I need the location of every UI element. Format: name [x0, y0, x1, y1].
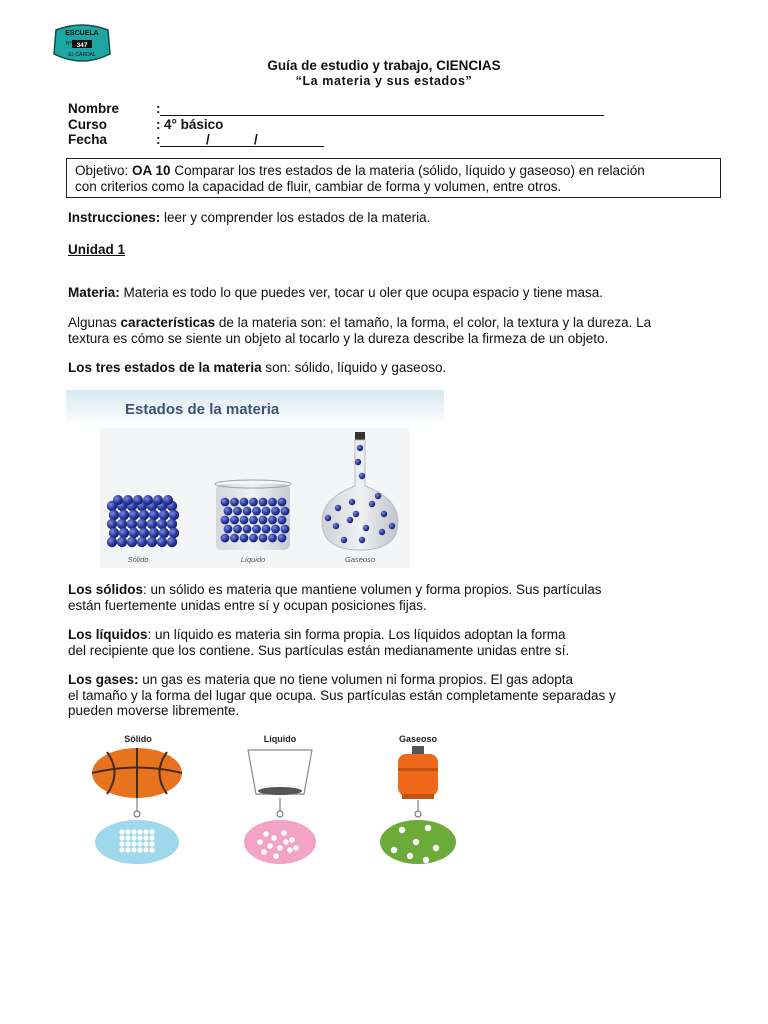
nombre-line[interactable]	[160, 115, 604, 116]
liquid-dot	[287, 847, 293, 853]
figure-label-liquid: Líquido	[240, 555, 266, 564]
liquid-particle	[230, 498, 239, 507]
solid-particle	[133, 495, 143, 505]
liquid-dot	[263, 831, 269, 837]
liquidos-bold: Los líquidos	[68, 627, 148, 642]
example-label-liquid: Líquido	[263, 734, 297, 744]
liquid-dot	[277, 845, 283, 851]
solid-dot	[119, 835, 124, 840]
gases-text: el tamaño y la forma del lugar que ocupa. Sus partículas están completamente separadas y	[68, 687, 616, 703]
solid-dot	[143, 841, 148, 846]
fecha-slash: /	[206, 132, 210, 147]
solid-particle	[163, 495, 173, 505]
solid-particle-model	[95, 820, 179, 864]
liquid-dot	[271, 835, 277, 841]
liquid-dot	[273, 853, 279, 859]
liquid-particle	[224, 525, 233, 534]
solid-dot	[125, 841, 130, 846]
gas-dot	[391, 847, 397, 853]
caracteristicas-bold: características	[120, 315, 216, 330]
liquid-particle	[249, 534, 258, 543]
liquid-particle	[240, 516, 249, 525]
gases-text: un gas es materia que no tiene volumen ni forma propios. El gas adopta	[138, 672, 574, 687]
solid-particle	[157, 537, 167, 547]
objective-code: OA 10	[132, 163, 171, 178]
solid-particle	[169, 528, 179, 538]
solidos-bold: Los sólidos	[68, 582, 144, 597]
gas-particle	[325, 515, 331, 521]
solid-particle	[137, 519, 147, 529]
logo-text: ESCUELA	[65, 30, 99, 37]
objective-box	[66, 158, 721, 198]
solid-particle	[139, 510, 149, 520]
logo-text: N°	[66, 41, 72, 47]
gas-particle	[347, 517, 353, 523]
solid-particle	[107, 537, 117, 547]
solid-dot	[131, 829, 136, 834]
solid-particle	[117, 519, 127, 529]
liquid-particle	[243, 525, 252, 534]
water-glass-icon	[248, 750, 312, 795]
gas-particle	[335, 505, 341, 511]
liquid-particle	[240, 498, 249, 507]
solid-dot	[137, 841, 142, 846]
tres-estados-paragraph	[68, 360, 728, 376]
solid-particle	[113, 495, 123, 505]
solid-particle	[109, 528, 119, 538]
gas-dot	[399, 827, 405, 833]
solidos-text: : un sólido es materia que mantiene volumen y forma propios. Sus partículas	[143, 582, 602, 597]
solid-dot	[143, 847, 148, 852]
solid-dot	[119, 847, 124, 852]
gas-dot	[425, 825, 431, 831]
solid-particle	[119, 528, 129, 538]
instructions-label: Instrucciones:	[68, 210, 161, 225]
solid-dot	[137, 847, 142, 852]
gas-dot	[413, 839, 419, 845]
figure-label-solid: Sólido	[127, 555, 149, 564]
gas-tank-icon	[398, 746, 438, 799]
liquid-particle	[243, 507, 252, 516]
solid-particle	[157, 519, 167, 529]
solid-dot	[149, 829, 154, 834]
tres-estados-bold: Los tres estados de la materia	[68, 360, 262, 375]
objective-text: Comparar los tres estados de la materia (sólido, líquido y gaseoso) en relación	[170, 163, 645, 178]
figure-title: Estados de la materia	[125, 401, 280, 418]
gas-particle	[363, 525, 369, 531]
solid-particle	[167, 519, 177, 529]
liquid-particle	[233, 525, 242, 534]
gas-particle	[381, 511, 387, 517]
liquid-beaker	[215, 480, 291, 550]
liquid-dot	[293, 845, 299, 851]
materia-paragraph	[68, 285, 728, 301]
gas-dot	[407, 853, 413, 859]
liquid-particle	[240, 534, 249, 543]
solid-particle	[129, 510, 139, 520]
liquid-particle	[268, 498, 277, 507]
liquid-dot	[281, 830, 287, 836]
solid-dot	[137, 829, 142, 834]
solid-dot	[143, 829, 148, 834]
solid-particle	[143, 495, 153, 505]
liquid-particle	[259, 534, 268, 543]
liquid-particle	[278, 498, 287, 507]
solid-particle	[149, 528, 159, 538]
solid-particle	[159, 510, 169, 520]
liquid-particle	[278, 534, 287, 543]
liquid-particle	[281, 525, 290, 534]
basketball-icon	[92, 748, 182, 798]
logo-text: EL CARDAL	[68, 52, 96, 58]
nombre-label: Nombre	[68, 101, 120, 116]
fecha-colon: :	[156, 132, 161, 147]
caracteristicas-text: de la materia son: el tamaño, la forma, el color, la textura y la dureza. La	[215, 315, 652, 330]
materia-label: Materia:	[68, 285, 120, 300]
document-title: Guía de estudio y trabajo, CIENCIAS	[267, 58, 501, 73]
curso-label: Curso	[68, 117, 108, 132]
solid-particle	[149, 510, 159, 520]
solid-particle	[127, 537, 137, 547]
gas-particle	[333, 523, 339, 529]
solid-dot	[125, 847, 130, 852]
liquid-particle	[221, 498, 230, 507]
gases-bold: Los gases:	[68, 672, 139, 687]
fecha-slash: /	[254, 132, 258, 147]
gas-dot	[423, 857, 429, 863]
gas-particle	[357, 445, 363, 451]
gas-particle	[369, 501, 375, 507]
solid-dot	[131, 847, 136, 852]
instructions-paragraph	[68, 210, 728, 226]
fecha-line[interactable]	[160, 146, 324, 147]
gases-paragraph	[68, 672, 728, 719]
gas-particle	[349, 499, 355, 505]
liquidos-text: del recipiente que los contiene. Sus partículas están medianamente unidas entre sí.	[68, 642, 570, 658]
solid-particle	[147, 537, 157, 547]
solid-dot	[125, 835, 130, 840]
gas-particle	[353, 511, 359, 517]
gas-particle	[359, 537, 365, 543]
states-examples-figure	[80, 730, 470, 870]
solid-dot	[131, 835, 136, 840]
fecha-label: Fecha	[68, 132, 108, 147]
liquid-particle-model	[244, 820, 316, 864]
example-label-solid: Sólido	[124, 734, 152, 744]
solid-particle	[119, 510, 129, 520]
liquid-particle	[259, 516, 268, 525]
liquidos-text: : un líquido es materia sin forma propia. Los líquidos adoptan la forma	[147, 627, 566, 642]
solidos-text: están fuertemente unidas entre sí y ocupan posiciones fijas.	[68, 597, 427, 613]
solid-dot	[149, 835, 154, 840]
solid-particle	[147, 519, 157, 529]
document-subtitle: “La materia y sus estados”	[295, 74, 473, 88]
liquid-particle	[268, 516, 277, 525]
states-of-matter-figure	[66, 390, 444, 576]
objective-text: con criterios como la capacidad de fluir, cambiar de forma y volumen, entre otros.	[75, 178, 562, 194]
solid-particle	[109, 510, 119, 520]
solid-particle	[117, 537, 127, 547]
gases-text: pueden moverse libremente.	[68, 703, 240, 718]
gas-particle-model	[380, 820, 456, 864]
gas-particle	[341, 537, 347, 543]
nombre-colon: :	[156, 101, 161, 116]
solid-particle	[139, 528, 149, 538]
liquid-particle	[249, 516, 258, 525]
liquid-particle	[259, 498, 268, 507]
liquid-particle	[268, 534, 277, 543]
solid-dot	[119, 829, 124, 834]
liquid-particle	[252, 507, 261, 516]
liquid-particle	[230, 534, 239, 543]
liquid-particle	[249, 498, 258, 507]
curso-value: 4° básico	[164, 117, 224, 132]
materia-text: Materia es todo lo que puedes ver, tocar u oler que ocupa espacio y tiene masa.	[119, 285, 604, 300]
solid-dot	[125, 829, 130, 834]
gas-dot	[433, 845, 439, 851]
gas-particle	[359, 473, 365, 479]
solid-dot	[143, 835, 148, 840]
liquid-particle	[230, 516, 239, 525]
liquid-dot	[257, 839, 263, 845]
solid-particle	[137, 537, 147, 547]
liquid-dot	[261, 849, 267, 855]
solid-particle	[129, 528, 139, 538]
solid-dot	[131, 841, 136, 846]
gas-particle	[379, 529, 385, 535]
liquid-particle	[221, 534, 230, 543]
solid-dot	[137, 835, 142, 840]
solid-particle	[169, 510, 179, 520]
gas-particle	[389, 523, 395, 529]
liquid-particle	[221, 516, 230, 525]
caracteristicas-text: textura es cómo se siente un objeto al tocarlo y la dureza describe la firmeza de un objeto.	[68, 330, 609, 346]
liquid-dot	[289, 837, 295, 843]
liquid-particle	[224, 507, 233, 516]
solid-particle	[123, 495, 133, 505]
solidos-paragraph	[68, 582, 728, 613]
liquid-particle	[233, 507, 242, 516]
liquid-particle	[278, 516, 287, 525]
objective-label: Objetivo:	[75, 163, 129, 178]
solid-dot	[149, 841, 154, 846]
tres-estados-text: son: sólido, líquido y gaseoso.	[261, 360, 447, 375]
solid-particle	[167, 537, 177, 547]
caracteristicas-paragraph	[68, 315, 728, 346]
liquidos-paragraph	[68, 627, 728, 658]
curso-colon: :	[156, 117, 161, 132]
liquid-particle	[262, 507, 271, 516]
solid-particle	[127, 519, 137, 529]
liquid-dot	[267, 843, 273, 849]
figure-label-gas: Gaseoso	[344, 555, 376, 564]
liquid-particle	[252, 525, 261, 534]
solid-particle	[107, 519, 117, 529]
liquid-particle	[262, 525, 271, 534]
unit-heading: Unidad 1	[68, 242, 126, 257]
liquid-particle	[271, 507, 280, 516]
liquid-particle	[271, 525, 280, 534]
liquid-particle	[281, 507, 290, 516]
solid-dot	[149, 847, 154, 852]
logo-number: 347	[76, 42, 88, 49]
example-label-gas: Gaseoso	[398, 734, 438, 744]
solid-dot	[119, 841, 124, 846]
solid-particle	[153, 495, 163, 505]
liquid-dot	[283, 839, 289, 845]
solid-particle	[159, 528, 169, 538]
caracteristicas-text: Algunas	[68, 315, 121, 330]
instructions-text: leer y comprender los estados de la materia.	[160, 210, 431, 225]
gas-particle	[375, 493, 381, 499]
gas-particle	[355, 459, 361, 465]
